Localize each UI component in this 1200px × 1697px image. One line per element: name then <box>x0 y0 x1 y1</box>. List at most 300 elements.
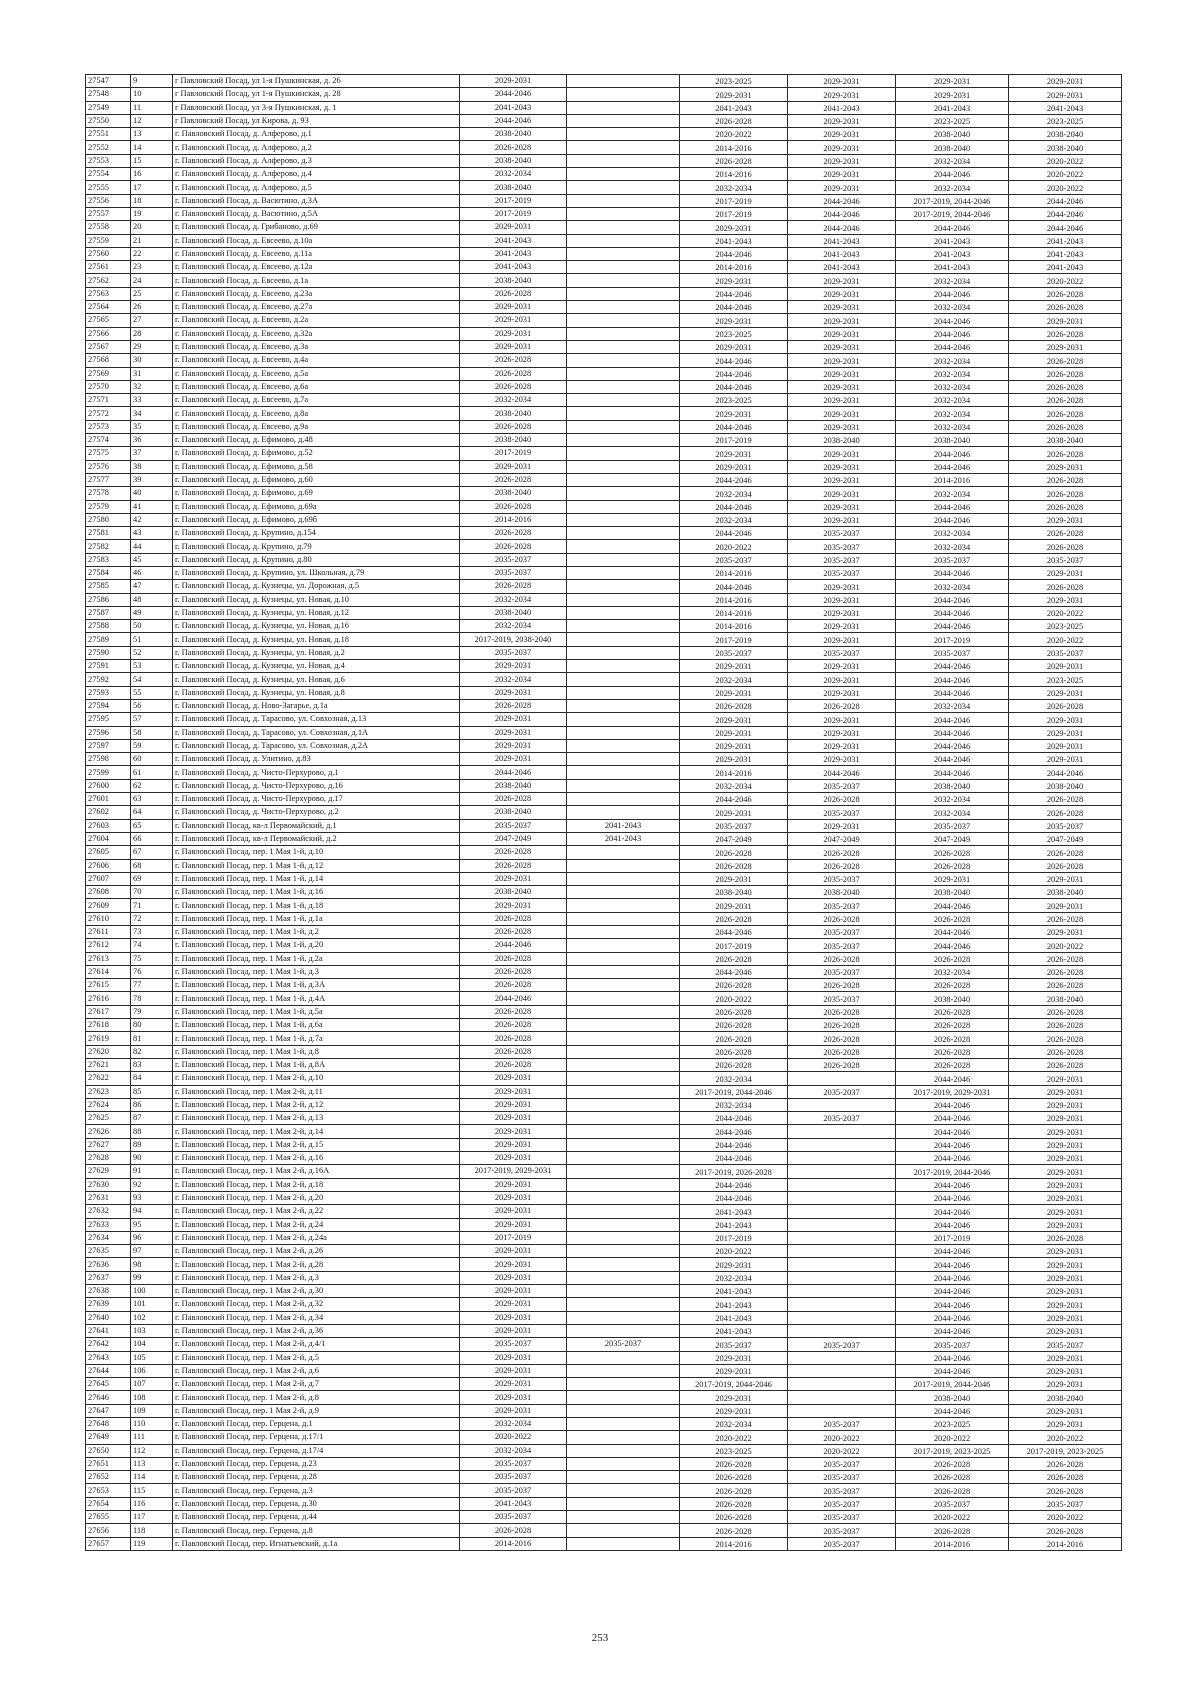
cell-period-2 <box>567 181 680 194</box>
cell-period-6: 2020-2022 <box>1009 168 1122 181</box>
cell-period-1: 2029-2031 <box>460 899 567 912</box>
cell-period-6: 2029-2031 <box>1009 1138 1122 1151</box>
cell-record-id: 27627 <box>86 1138 131 1151</box>
cell-period-4: 2029-2031 <box>788 686 896 699</box>
cell-period-3: 2023-2025 <box>680 1444 788 1457</box>
cell-period-3: 2023-2025 <box>680 327 788 340</box>
cell-period-1: 2014-2016 <box>460 1537 567 1550</box>
cell-address: г. Павловский Посад, пер. 1 Мая 1-й, д.1а <box>173 912 460 925</box>
cell-period-1: 2029-2031 <box>460 1378 567 1391</box>
cell-period-1: 2041-2043 <box>460 247 567 260</box>
cell-period-2 <box>567 1417 680 1430</box>
cell-period-3: 2044-2046 <box>680 354 788 367</box>
cell-period-5: 2026-2028 <box>896 1058 1009 1071</box>
table-row <box>86 168 1122 181</box>
cell-period-1: 2026-2028 <box>460 527 567 540</box>
cell-period-3: 2029-2031 <box>680 872 788 885</box>
cell-period-2 <box>567 301 680 314</box>
table-row <box>86 1152 1122 1165</box>
cell-period-6: 2026-2028 <box>1009 447 1122 460</box>
cell-period-5: 2044-2046 <box>896 713 1009 726</box>
cell-address: г. Павловский Посад, пер. 1 Мая 2-й, д.5 <box>173 1351 460 1364</box>
cell-period-1: 2029-2031 <box>460 686 567 699</box>
cell-period-5: 2032-2034 <box>896 420 1009 433</box>
cell-period-3: 2044-2046 <box>680 1125 788 1138</box>
cell-row-number: 46 <box>131 566 173 579</box>
cell-row-number: 41 <box>131 500 173 513</box>
cell-row-number: 106 <box>131 1364 173 1377</box>
cell-period-6: 2047-2049 <box>1009 832 1122 845</box>
cell-record-id: 27616 <box>86 992 131 1005</box>
cell-period-1: 2026-2028 <box>460 793 567 806</box>
cell-address: г. Павловский Посад, пер. 1 Мая 2-й, д.9 <box>173 1404 460 1417</box>
cell-address: г. Павловский Посад, пер. 1 Мая 1-й, д.2 <box>173 926 460 939</box>
cell-address: г. Павловский Посад, пер. Герцена, д.30 <box>173 1497 460 1510</box>
cell-period-1: 2029-2031 <box>460 460 567 473</box>
cell-period-4: 2035-2037 <box>788 965 896 978</box>
cell-address: г Павловский Посад, ул Кирова, д. 93 <box>173 114 460 127</box>
cell-period-4 <box>788 1324 896 1337</box>
cell-period-1: 2044-2046 <box>460 992 567 1005</box>
cell-row-number: 61 <box>131 766 173 779</box>
cell-period-6: 2038-2040 <box>1009 434 1122 447</box>
cell-period-2 <box>567 646 680 659</box>
cell-period-3: 2026-2028 <box>680 1045 788 1058</box>
cell-period-2 <box>567 221 680 234</box>
cell-period-1: 2035-2037 <box>460 1338 567 1351</box>
cell-period-1: 2029-2031 <box>460 314 567 327</box>
cell-address: г. Павловский Посад, д. Кузнецы, ул. Новая, д.6 <box>173 673 460 686</box>
table-row <box>86 434 1122 447</box>
cell-address: г Павловский Посад, ул 3-я Пушкинская, д. 1 <box>173 101 460 114</box>
cell-row-number: 10 <box>131 88 173 101</box>
cell-address: г. Павловский Посад, д. Ефимово, д.69б <box>173 513 460 526</box>
cell-period-1: 2029-2031 <box>460 660 567 673</box>
cell-period-5: 2044-2046 <box>896 1271 1009 1284</box>
cell-row-number: 114 <box>131 1471 173 1484</box>
cell-period-4: 2044-2046 <box>788 207 896 220</box>
cell-period-3: 2044-2046 <box>680 1178 788 1191</box>
cell-period-6: 2026-2028 <box>1009 1471 1122 1484</box>
cell-row-number: 34 <box>131 407 173 420</box>
cell-period-6: 2029-2031 <box>1009 1404 1122 1417</box>
cell-period-6: 2023-2025 <box>1009 620 1122 633</box>
cell-period-5: 2032-2034 <box>896 527 1009 540</box>
cell-address: г. Павловский Посад, д. Ефимово, д.60 <box>173 473 460 486</box>
cell-period-2 <box>567 527 680 540</box>
cell-period-3: 2014-2016 <box>680 261 788 274</box>
cell-period-2 <box>567 394 680 407</box>
cell-period-4: 2029-2031 <box>788 500 896 513</box>
table-row <box>86 660 1122 673</box>
cell-record-id: 27575 <box>86 447 131 460</box>
cell-period-3: 2014-2016 <box>680 606 788 619</box>
cell-period-5: 2044-2046 <box>896 1285 1009 1298</box>
cell-record-id: 27648 <box>86 1417 131 1430</box>
cell-period-3: 2041-2043 <box>680 1311 788 1324</box>
cell-period-5: 2041-2043 <box>896 261 1009 274</box>
cell-period-5: 2038-2040 <box>896 886 1009 899</box>
cell-row-number: 115 <box>131 1484 173 1497</box>
cell-record-id: 27650 <box>86 1444 131 1457</box>
cell-period-1: 2017-2019, 2038-2040 <box>460 633 567 646</box>
cell-record-id: 27591 <box>86 660 131 673</box>
cell-period-1: 2026-2028 <box>460 420 567 433</box>
cell-row-number: 90 <box>131 1152 173 1165</box>
cell-period-5: 2038-2040 <box>896 992 1009 1005</box>
schedule-table <box>85 74 1122 1551</box>
cell-period-4: 2020-2022 <box>788 1431 896 1444</box>
cell-period-1: 2038-2040 <box>460 779 567 792</box>
table-row <box>86 806 1122 819</box>
cell-address: г. Павловский Посад, пер. 1 Мая 1-й, д.6а <box>173 1019 460 1032</box>
cell-period-2 <box>567 779 680 792</box>
cell-record-id: 27557 <box>86 207 131 220</box>
cell-period-6: 2029-2031 <box>1009 1218 1122 1231</box>
cell-period-1: 2029-2031 <box>460 1152 567 1165</box>
cell-period-1: 2029-2031 <box>460 1218 567 1231</box>
cell-period-5: 2044-2046 <box>896 500 1009 513</box>
cell-period-5: 2017-2019, 2044-2046 <box>896 194 1009 207</box>
cell-period-3: 2032-2034 <box>680 1271 788 1284</box>
cell-period-4 <box>788 1205 896 1218</box>
cell-period-4: 2044-2046 <box>788 221 896 234</box>
cell-period-2 <box>567 1324 680 1337</box>
cell-record-id: 27626 <box>86 1125 131 1138</box>
cell-period-2 <box>567 1471 680 1484</box>
cell-period-6: 2029-2031 <box>1009 340 1122 353</box>
cell-period-3: 2032-2034 <box>680 181 788 194</box>
cell-period-1: 2029-2031 <box>460 1391 567 1404</box>
cell-period-3: 2029-2031 <box>680 1258 788 1271</box>
cell-record-id: 27597 <box>86 739 131 752</box>
cell-record-id: 27649 <box>86 1431 131 1444</box>
cell-row-number: 26 <box>131 301 173 314</box>
cell-record-id: 27613 <box>86 952 131 965</box>
cell-record-id: 27632 <box>86 1205 131 1218</box>
cell-period-4: 2035-2037 <box>788 527 896 540</box>
cell-period-2 <box>567 141 680 154</box>
cell-period-1: 2032-2034 <box>460 168 567 181</box>
cell-period-1: 2035-2037 <box>460 1511 567 1524</box>
cell-period-1: 2026-2028 <box>460 699 567 712</box>
table-row <box>86 194 1122 207</box>
table-row <box>86 394 1122 407</box>
cell-period-6: 2029-2031 <box>1009 593 1122 606</box>
cell-period-1: 2029-2031 <box>460 1285 567 1298</box>
cell-address: г. Павловский Посад, пер. 1 Мая 2-й, д.14 <box>173 1125 460 1138</box>
table-row <box>86 141 1122 154</box>
cell-period-6: 2041-2043 <box>1009 261 1122 274</box>
cell-period-1: 2035-2037 <box>460 819 567 832</box>
cell-row-number: 97 <box>131 1245 173 1258</box>
cell-record-id: 27643 <box>86 1351 131 1364</box>
cell-period-6: 2029-2031 <box>1009 660 1122 673</box>
cell-period-4: 2020-2022 <box>788 1444 896 1457</box>
cell-period-2 <box>567 473 680 486</box>
table-row <box>86 513 1122 526</box>
cell-period-2 <box>567 1484 680 1497</box>
table-row <box>86 1231 1122 1244</box>
cell-address: г. Павловский Посад, пер. 1 Мая 2-й, д.20 <box>173 1191 460 1204</box>
table-row <box>86 314 1122 327</box>
cell-period-2 <box>567 420 680 433</box>
cell-period-6: 2026-2028 <box>1009 301 1122 314</box>
cell-period-5: 2026-2028 <box>896 1019 1009 1032</box>
cell-record-id: 27646 <box>86 1391 131 1404</box>
cell-address: г. Павловский Посад, д. Евсеево, д.4а <box>173 354 460 367</box>
cell-record-id: 27584 <box>86 566 131 579</box>
cell-period-1: 2029-2031 <box>460 1324 567 1337</box>
cell-period-4: 2035-2037 <box>788 540 896 553</box>
cell-period-3: 2029-2031 <box>680 1364 788 1377</box>
cell-period-4: 2038-2040 <box>788 886 896 899</box>
cell-period-4: 2026-2028 <box>788 912 896 925</box>
cell-row-number: 109 <box>131 1404 173 1417</box>
cell-row-number: 81 <box>131 1032 173 1045</box>
cell-address: г. Павловский Посад, д. Евсеево, д.8а <box>173 407 460 420</box>
cell-period-6: 2026-2028 <box>1009 979 1122 992</box>
cell-address: г. Павловский Посад, пер. 1 Мая 1-й, д.10 <box>173 846 460 859</box>
table-row <box>86 1311 1122 1324</box>
cell-row-number: 23 <box>131 261 173 274</box>
cell-row-number: 93 <box>131 1191 173 1204</box>
cell-period-4: 2035-2037 <box>788 553 896 566</box>
cell-period-4: 2041-2043 <box>788 234 896 247</box>
cell-period-2 <box>567 1125 680 1138</box>
cell-period-1: 2035-2037 <box>460 1484 567 1497</box>
cell-period-4: 2029-2031 <box>788 420 896 433</box>
cell-period-1: 2044-2046 <box>460 114 567 127</box>
cell-row-number: 70 <box>131 886 173 899</box>
cell-period-4: 2029-2031 <box>788 181 896 194</box>
cell-period-1: 2032-2034 <box>460 1444 567 1457</box>
cell-row-number: 92 <box>131 1178 173 1191</box>
cell-address: г. Павловский Посад, пер. 1 Мая 1-й, д.14 <box>173 872 460 885</box>
cell-row-number: 47 <box>131 580 173 593</box>
cell-period-6: 2026-2028 <box>1009 1005 1122 1018</box>
cell-period-4: 2035-2037 <box>788 1511 896 1524</box>
cell-address: г. Павловский Посад, д. Крупино, д.80 <box>173 553 460 566</box>
cell-period-4: 2035-2037 <box>788 1497 896 1510</box>
cell-period-2: 2041-2043 <box>567 819 680 832</box>
table-row <box>86 1045 1122 1058</box>
cell-row-number: 85 <box>131 1085 173 1098</box>
cell-row-number: 58 <box>131 726 173 739</box>
cell-period-3: 2026-2028 <box>680 1032 788 1045</box>
cell-period-5: 2026-2028 <box>896 1457 1009 1470</box>
cell-period-4: 2035-2037 <box>788 1484 896 1497</box>
cell-period-3: 2026-2028 <box>680 859 788 872</box>
cell-period-2 <box>567 1085 680 1098</box>
cell-record-id: 27565 <box>86 314 131 327</box>
cell-period-3: 2029-2031 <box>680 1391 788 1404</box>
cell-period-1: 2029-2031 <box>460 753 567 766</box>
table-row <box>86 1524 1122 1537</box>
cell-period-1: 2026-2028 <box>460 952 567 965</box>
cell-period-3: 2032-2034 <box>680 673 788 686</box>
cell-row-number: 91 <box>131 1165 173 1178</box>
table-row <box>86 1005 1122 1018</box>
cell-period-1: 2026-2028 <box>460 1019 567 1032</box>
cell-period-4: 2041-2043 <box>788 261 896 274</box>
cell-period-4: 2029-2031 <box>788 447 896 460</box>
cell-period-1: 2029-2031 <box>460 1364 567 1377</box>
cell-record-id: 27603 <box>86 819 131 832</box>
cell-row-number: 11 <box>131 101 173 114</box>
cell-period-3: 2044-2046 <box>680 1112 788 1125</box>
cell-period-3: 2041-2043 <box>680 1298 788 1311</box>
cell-record-id: 27562 <box>86 274 131 287</box>
cell-period-4: 2035-2037 <box>788 566 896 579</box>
cell-row-number: 77 <box>131 979 173 992</box>
cell-record-id: 27564 <box>86 301 131 314</box>
cell-period-3: 2017-2019 <box>680 633 788 646</box>
cell-period-4: 2029-2031 <box>788 633 896 646</box>
cell-period-4: 2026-2028 <box>788 1005 896 1018</box>
cell-period-6: 2026-2028 <box>1009 420 1122 433</box>
cell-period-3: 2029-2031 <box>680 899 788 912</box>
cell-period-6: 2014-2016 <box>1009 1537 1122 1550</box>
cell-period-2 <box>567 1537 680 1550</box>
cell-period-3: 2044-2046 <box>680 527 788 540</box>
cell-period-2: 2035-2037 <box>567 1338 680 1351</box>
cell-period-3: 2044-2046 <box>680 926 788 939</box>
cell-period-6: 2026-2028 <box>1009 952 1122 965</box>
cell-address: г. Павловский Посад, д. Ефимово, д.69а <box>173 500 460 513</box>
cell-period-3: 2029-2031 <box>680 221 788 234</box>
cell-period-3: 2029-2031 <box>680 713 788 726</box>
cell-record-id: 27568 <box>86 354 131 367</box>
cell-period-5: 2032-2034 <box>896 367 1009 380</box>
cell-period-4: 2029-2031 <box>788 301 896 314</box>
cell-row-number: 57 <box>131 713 173 726</box>
cell-row-number: 110 <box>131 1417 173 1430</box>
cell-period-3: 2014-2016 <box>680 766 788 779</box>
cell-period-3: 2044-2046 <box>680 793 788 806</box>
cell-period-1: 2038-2040 <box>460 434 567 447</box>
cell-record-id: 27602 <box>86 806 131 819</box>
cell-period-6: 2029-2031 <box>1009 713 1122 726</box>
table-body <box>86 75 1122 1551</box>
cell-period-4: 2026-2028 <box>788 699 896 712</box>
cell-address: г. Павловский Посад, пер. 1 Мая 2-й, д.16А <box>173 1165 460 1178</box>
cell-record-id: 27617 <box>86 1005 131 1018</box>
cell-address: г. Павловский Посад, д. Грибаново, д.69 <box>173 221 460 234</box>
table-row <box>86 487 1122 500</box>
cell-address: г. Павловский Посад, д. Ефимово, д.69 <box>173 487 460 500</box>
cell-period-2 <box>567 500 680 513</box>
cell-period-6: 2029-2031 <box>1009 1165 1122 1178</box>
cell-record-id: 27621 <box>86 1058 131 1071</box>
cell-period-5: 2023-2025 <box>896 1417 1009 1430</box>
cell-period-3: 2044-2046 <box>680 287 788 300</box>
cell-period-3: 2041-2043 <box>680 1205 788 1218</box>
cell-period-5: 2026-2028 <box>896 846 1009 859</box>
cell-row-number: 104 <box>131 1338 173 1351</box>
cell-period-6: 2029-2031 <box>1009 1072 1122 1085</box>
table-row <box>86 540 1122 553</box>
cell-address: г. Павловский Посад, пер. Герцена, д.3 <box>173 1484 460 1497</box>
cell-period-5: 2032-2034 <box>896 407 1009 420</box>
cell-period-4: 2035-2037 <box>788 899 896 912</box>
cell-period-4 <box>788 1125 896 1138</box>
cell-period-5: 2026-2028 <box>896 1005 1009 1018</box>
cell-period-1: 2026-2028 <box>460 540 567 553</box>
cell-period-5: 2044-2046 <box>896 1178 1009 1191</box>
cell-period-3: 2032-2034 <box>680 513 788 526</box>
cell-period-2 <box>567 367 680 380</box>
cell-row-number: 53 <box>131 660 173 673</box>
cell-period-2 <box>567 168 680 181</box>
table-row <box>86 527 1122 540</box>
cell-period-1: 2026-2028 <box>460 380 567 393</box>
cell-period-5: 2044-2046 <box>896 1138 1009 1151</box>
cell-period-5: 2032-2034 <box>896 540 1009 553</box>
cell-period-4: 2029-2031 <box>788 713 896 726</box>
cell-row-number: 103 <box>131 1324 173 1337</box>
cell-record-id: 27576 <box>86 460 131 473</box>
cell-period-3: 2026-2028 <box>680 1005 788 1018</box>
cell-period-1: 2029-2031 <box>460 1112 567 1125</box>
cell-period-5: 2032-2034 <box>896 699 1009 712</box>
cell-row-number: 15 <box>131 154 173 167</box>
cell-record-id: 27560 <box>86 247 131 260</box>
cell-period-6: 2026-2028 <box>1009 793 1122 806</box>
cell-period-1: 2041-2043 <box>460 1497 567 1510</box>
cell-period-5: 2044-2046 <box>896 1364 1009 1377</box>
cell-row-number: 62 <box>131 779 173 792</box>
cell-record-id: 27644 <box>86 1364 131 1377</box>
cell-row-number: 102 <box>131 1311 173 1324</box>
cell-record-id: 27656 <box>86 1524 131 1537</box>
table-row <box>86 753 1122 766</box>
cell-period-4 <box>788 1152 896 1165</box>
cell-row-number: 33 <box>131 394 173 407</box>
cell-period-1: 2020-2022 <box>460 1431 567 1444</box>
cell-period-2 <box>567 1045 680 1058</box>
table-row <box>86 207 1122 220</box>
cell-record-id: 27572 <box>86 407 131 420</box>
cell-period-3: 2044-2046 <box>680 367 788 380</box>
cell-row-number: 40 <box>131 487 173 500</box>
cell-period-3: 2041-2043 <box>680 234 788 247</box>
cell-period-6: 2041-2043 <box>1009 101 1122 114</box>
cell-address: г Павловский Посад, ул 1-я Пушкинская, д. 26 <box>173 75 460 88</box>
cell-period-6: 2026-2028 <box>1009 1045 1122 1058</box>
cell-record-id: 27559 <box>86 234 131 247</box>
cell-record-id: 27608 <box>86 886 131 899</box>
cell-period-1: 2017-2019, 2029-2031 <box>460 1165 567 1178</box>
cell-period-1: 2026-2028 <box>460 1005 567 1018</box>
table-row <box>86 1338 1122 1351</box>
cell-period-4 <box>788 1098 896 1111</box>
cell-period-4: 2029-2031 <box>788 168 896 181</box>
cell-period-6: 2029-2031 <box>1009 686 1122 699</box>
cell-period-1: 2029-2031 <box>460 1271 567 1284</box>
cell-address: г. Павловский Посад, д. Чисто-Перхурово, д.1 <box>173 766 460 779</box>
cell-row-number: 31 <box>131 367 173 380</box>
cell-period-5: 2029-2031 <box>896 88 1009 101</box>
cell-address: г. Павловский Посад, д. Васютино, д.5А <box>173 207 460 220</box>
cell-period-4: 2035-2037 <box>788 1417 896 1430</box>
cell-address: г. Павловский Посад, пер. 1 Мая 2-й, д.24 <box>173 1218 460 1231</box>
cell-period-3: 2026-2028 <box>680 1019 788 1032</box>
cell-period-5: 2044-2046 <box>896 1072 1009 1085</box>
cell-period-2 <box>567 1511 680 1524</box>
cell-row-number: 13 <box>131 128 173 141</box>
cell-period-1: 2029-2031 <box>460 1125 567 1138</box>
